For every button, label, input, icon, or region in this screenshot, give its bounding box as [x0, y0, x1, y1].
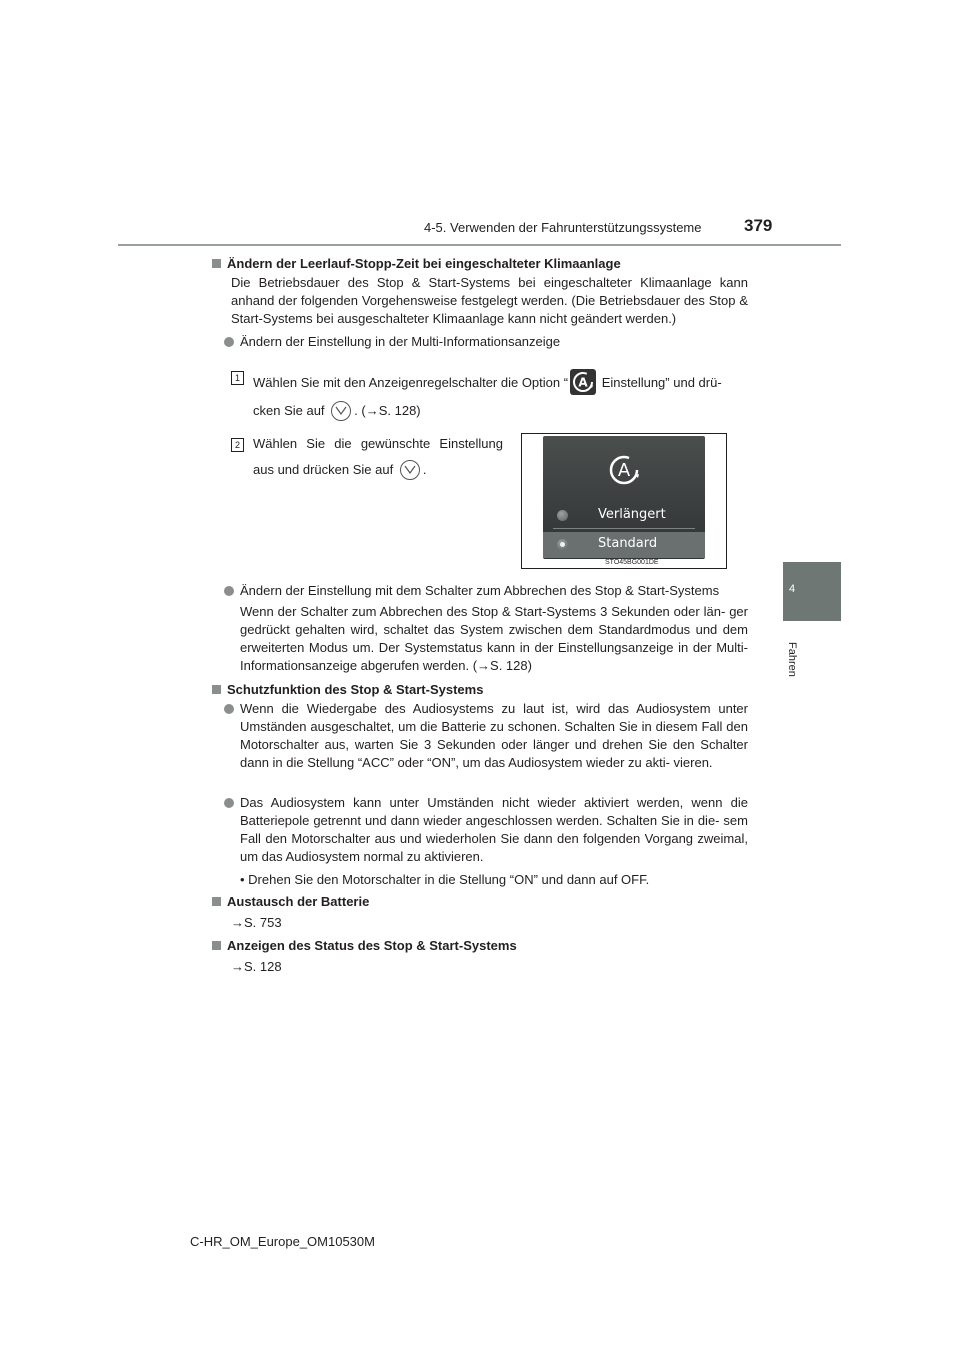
enter-button-icon — [330, 400, 352, 422]
heading-idle-stop-time: Ändern der Leerlauf-Stopp-Zeit bei eingeschalteter Klimaanlage — [212, 255, 621, 273]
heading-protection: Schutzfunktion des Stop & Start-Systems — [212, 681, 483, 699]
image-code: STO45BG001DE — [605, 559, 659, 566]
heading-battery-replacement: Austausch der Batterie — [212, 893, 369, 911]
square-bullet-icon — [212, 897, 221, 906]
square-bullet-icon — [212, 685, 221, 694]
reference-battery: →S. 753 — [231, 915, 282, 930]
paragraph-battery-disconnect: Das Audiosystem kann unter Umständen nicht wieder aktiviert werden, wenn die Batteriepole getrennt und dann wieder angeschlossen werden. Schalten Sie in die- sem Fall den Motorschalter aus und wiederholen Sie dann den folgenden Vorgang zweimal, um das Audiosystem normal zu aktivieren. — [240, 795, 748, 864]
circle-bullet-icon — [224, 704, 234, 714]
page-number: 379 — [744, 216, 773, 235]
paragraph-audio-loud: Wenn die Wiedergabe des Audiosystems zu laut ist, wird das Audiosystem unter Umständen ausgeschaltet, um die Batterie zu schonen. Schalten Sie in diesem Fall den Motorschalter aus, warten Sie 3 Sekunden oder länger und drehen Sie den Schalter dann in die Stellung “ACC” oder “ON”, um das Audiosystem wieder zu akti- vieren. — [240, 701, 748, 770]
bullet-battery-disconnect — [224, 794, 240, 812]
option-standard: Standard — [543, 532, 705, 558]
step-2-line-2: aus und drücken Sie auf . — [253, 459, 426, 481]
section-title: 4-5. Verwenden der Fahrunterstützungssysteme — [424, 220, 702, 235]
document-code: C-HR_OM_Europe_OM10530M — [190, 1234, 375, 1249]
bullet-cancel-switch: Ändern der Einstellung mit dem Schalter zum Abbrechen des Stop & Start-Systems — [224, 582, 719, 600]
reference-status: →S. 128 — [231, 959, 282, 974]
step-1-line-1: Wählen Sie mit den Anzeigenregelschalter die Option “ A Einstellung” und drü- — [253, 369, 753, 395]
step-number-2: 2 — [231, 438, 244, 452]
heading-status-display: Anzeigen des Status des Stop & Start-Systems — [212, 937, 517, 955]
enter-button-icon — [399, 459, 421, 481]
multi-info-display-screen — [543, 436, 705, 559]
svg-text:A: A — [617, 460, 631, 481]
paragraph-idle-stop: Die Betriebsdauer des Stop & Start-Systems bei eingeschalteter Klimaanlage kann anhand der folgenden Vorgehensweise festgelegt werden. (Die Betriebsdauer des Stop & Start-Systems bei ausgeschalteter Klimaanlage kann nicht geändert werden.) — [231, 275, 748, 326]
step-number-1: 1 — [231, 371, 244, 385]
circle-bullet-icon — [224, 586, 234, 596]
step-2-line-1: Wählen Sie die gewünschte Einstellung — [253, 436, 503, 451]
step-1-line-2: cken Sie auf . (→S. 128) — [253, 400, 421, 422]
sub-item-motor-switch: • Drehen Sie den Motorschalter in die Stellung “ON” und dann auf OFF. — [240, 872, 650, 887]
auto-idle-symbol-icon — [606, 452, 642, 488]
bullet-multi-info-display: Ändern der Einstellung in der Multi-Informationsanzeige — [224, 333, 560, 351]
radio-unselected-icon — [557, 510, 568, 521]
paragraph-cancel-switch: Wenn der Schalter zum Abbrechen des Stop & Start-Systems 3 Sekunden oder län- ger gedrückt gehalten wird, schaltet das System zwischen dem Standardmodus und dem erweiterten Modus um. Der Systemstatus kann in der Einstellungsanzeige in der Multi-Informationsanzeige abgerufen werden. (→S. 128) — [240, 604, 748, 673]
radio-selected-icon — [557, 539, 568, 550]
bullet-audio-loud — [224, 700, 240, 718]
square-bullet-icon — [212, 259, 221, 268]
svg-text:A: A — [578, 375, 588, 390]
chapter-number: 4 — [789, 583, 796, 595]
option-verlaengert: Verlängert — [543, 503, 705, 529]
circle-bullet-icon — [224, 798, 234, 808]
header-divider — [118, 244, 841, 246]
chapter-label: Fahren — [786, 642, 798, 677]
auto-idle-setting-icon — [570, 369, 596, 395]
circle-bullet-icon — [224, 337, 234, 347]
square-bullet-icon — [212, 941, 221, 950]
